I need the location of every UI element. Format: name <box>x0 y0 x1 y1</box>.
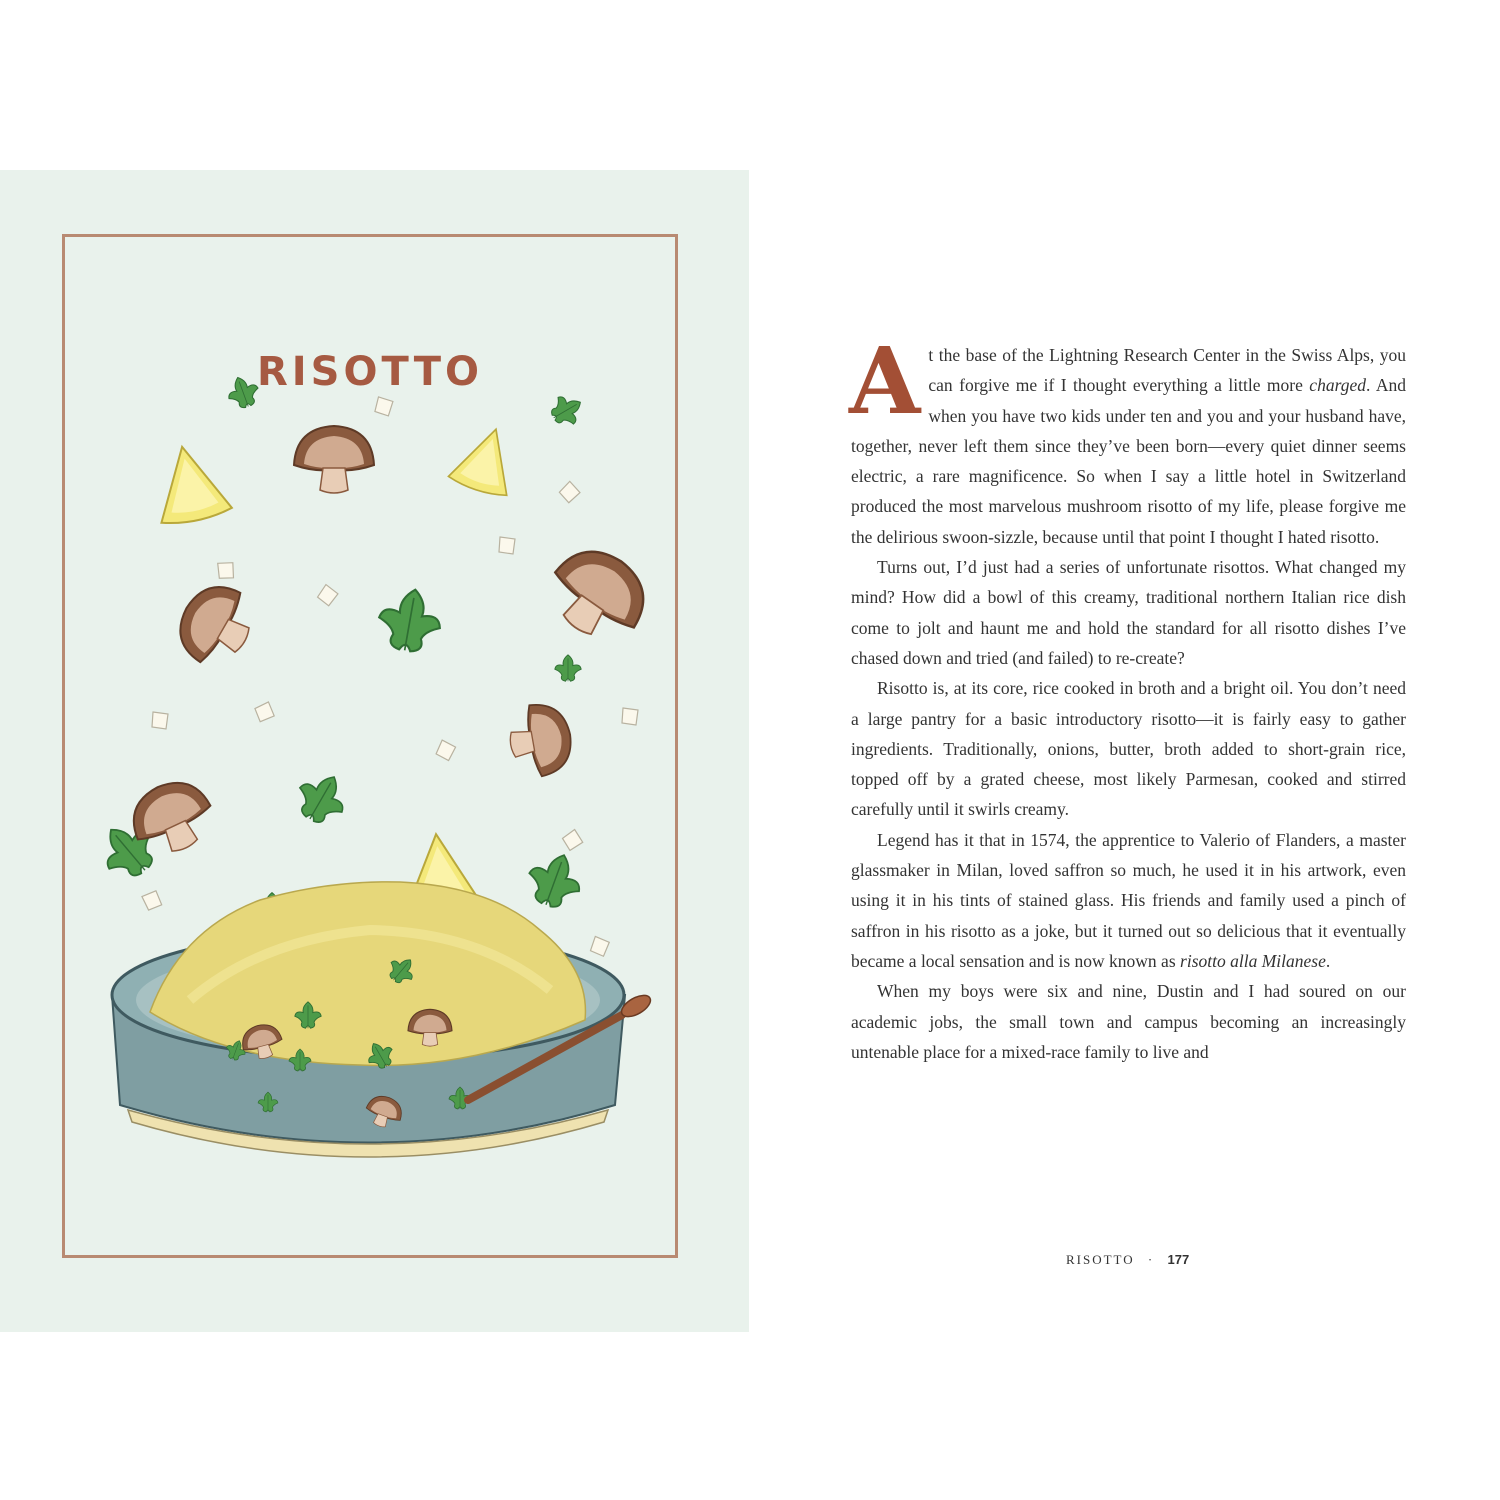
parmesan-flake-icon <box>317 584 339 607</box>
risotto-bowl-icon <box>112 882 625 1157</box>
paragraph <box>849 327 1406 552</box>
parsley-leaf-icon <box>374 584 445 655</box>
paragraph-text: Legend has it that in 1574, the apprentice to Valerio of Flanders, a master glassmaker in Milan, loved saffron so much, he used it in his artwork, even using it in his tints of stained glass. His friends and family used a pinch of saffron in his risotto as a joke, but it turned out so delicious that it eventually became a local sensation and is now known as <box>851 829 1406 971</box>
parmesan-flake-icon <box>590 936 610 957</box>
parmesan-flake-icon <box>561 829 584 852</box>
mushroom-icon <box>167 573 265 676</box>
parmesan-flake-icon <box>375 397 394 417</box>
parmesan-flake-icon <box>435 740 456 761</box>
page-number: 177 <box>1167 1252 1190 1267</box>
parmesan-flake-icon <box>217 561 236 581</box>
lemon-wedge-icon <box>447 420 525 500</box>
lemon-wedge-icon <box>147 439 233 527</box>
footer-separator: · <box>1147 1252 1155 1267</box>
paragraph-text: . <box>1325 950 1331 971</box>
parsley-leaf-icon <box>289 765 355 831</box>
parmesan-flake-icon <box>141 889 163 912</box>
mushroom-icon <box>294 426 374 493</box>
parmesan-flake-icon <box>558 481 581 504</box>
illustration-page <box>0 170 749 1332</box>
parsley-leaf-icon <box>546 389 588 431</box>
emphasis-text: risotto alla Milanese <box>1180 950 1326 971</box>
parsley-leaf-icon <box>521 846 589 914</box>
paragraph-text: . And when you have two kids under ten and you and your husband have, together, never left them since they’ve been born—every quiet dinner seems electric, a rare magnificence. So when I say a little hotel in Switzerland produced the most marvelous mushroom risotto of my life, please forgive me the delirious swoon-sizzle, because until that point I thought I hated risotto. <box>851 375 1406 547</box>
risotto-illustration <box>0 170 749 1332</box>
parsley-leaf-icon <box>223 372 262 411</box>
drop-cap: A <box>849 327 921 435</box>
parmesan-flake-icon <box>499 537 515 554</box>
paragraph: Risotto is, at its core, rice cooked in broth and a bright oil. You don’t need a large pantry for a basic introductory risotto—it is fairly easy to gather ingredients. Traditionally, onions, butter, broth added to short-grain rice, topped off by a grated cheese, most likely Parmesan, cooked and stirred carefully until it swirls creamy. <box>851 678 1406 820</box>
parmesan-flake-icon <box>253 701 276 723</box>
parmesan-flake-icon <box>152 712 168 729</box>
paragraph <box>851 825 1406 976</box>
mushroom-icon <box>504 699 576 780</box>
body-text <box>849 327 1406 1067</box>
parmesan-flake-icon <box>622 708 638 725</box>
mushroom-icon <box>536 534 661 655</box>
emphasis-text: charged <box>1309 375 1366 396</box>
page-footer <box>1066 1252 1189 1268</box>
text-page <box>849 327 1406 1067</box>
paragraph-text: t the base of the Lightning Research Center in the Swiss Alps, you can forgive me if I thought everything a little more <box>928 345 1406 396</box>
page-title: RISOTTO <box>257 349 483 395</box>
running-head: RISOTTO <box>1066 1252 1135 1267</box>
parsley-leaf-icon <box>555 655 581 681</box>
paragraph: Turns out, I’d just had a series of unfortunate risottos. What changed my mind? How did a bowl of this creamy, traditional northern Italian rice dish come to jolt and haunt me and hold the standard for all risotto dishes I’ve chased down and tried (and failed) to re-create? <box>851 557 1406 668</box>
paragraph: When my boys were six and nine, Dustin and I had soured on our academic jobs, the small town and campus becoming an increasingly untenable place for a mixed-race family to live and <box>851 981 1406 1062</box>
